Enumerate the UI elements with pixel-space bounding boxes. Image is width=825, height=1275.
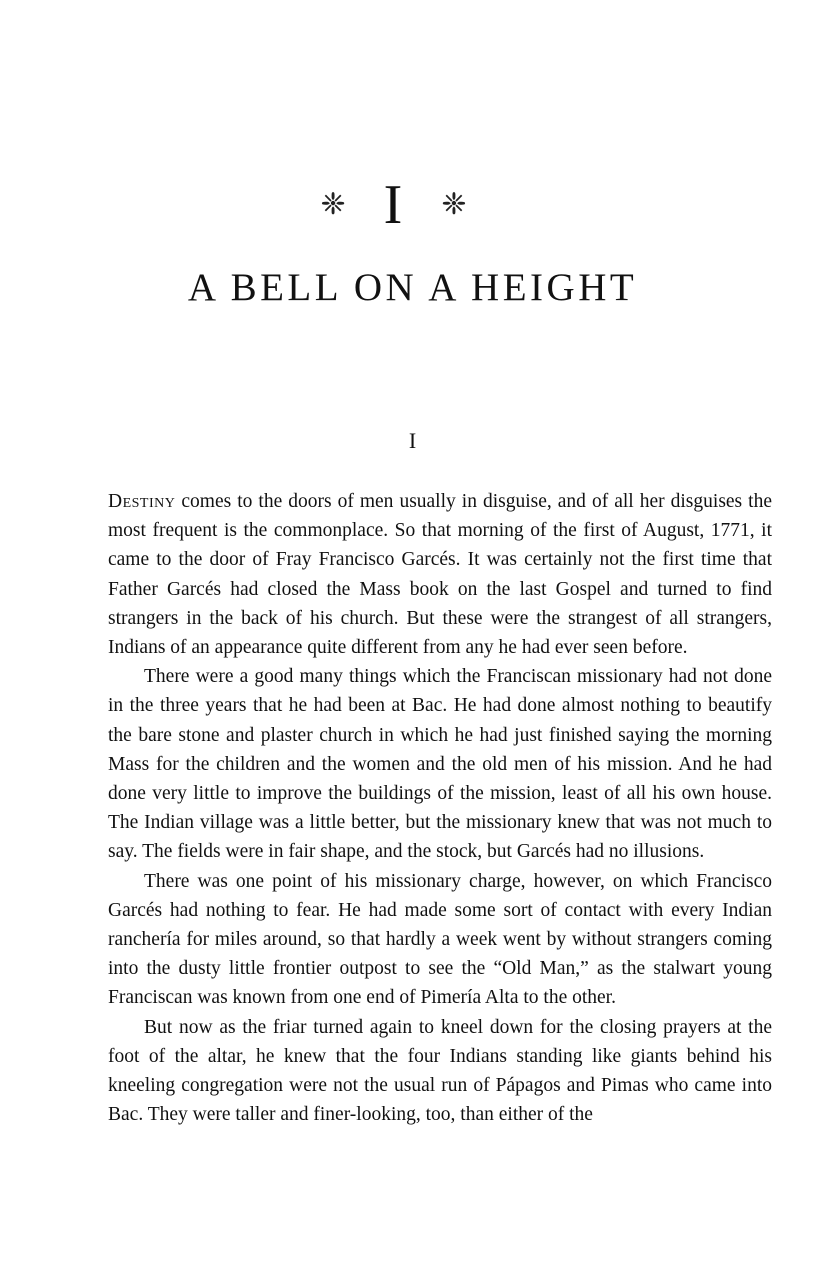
paragraph-1 <box>108 487 772 662</box>
paragraph-2: There were a good many things which the Franciscan missionary had not done in the three years that he had been at Bac. He had done almost nothing to beautify the bare stone and plaster church in which he had just finished saying the morning Mass for the children and the women and the old men of his mission. And he had done very little to improve the buildings of the mission, least of all his own house. The Indian village was a little better, but the missionary knew that was not much to say. The fields were in fair shape, and the stock, but Garcés had no illusions. <box>108 666 772 863</box>
section-number: I <box>408 428 417 453</box>
fleuron-left-icon: ❈ <box>320 188 346 221</box>
body-text <box>108 487 772 1129</box>
chapter-title: A BELL ON A HEIGHT <box>187 266 638 309</box>
opening-word: Destiny <box>108 491 176 512</box>
chapter-heading <box>0 170 825 240</box>
paragraph-3: There was one point of his missionary charge, however, on which Francisco Garcés had nothing to fear. He had made some sort of contact with every Indian ranchería for miles around, so that hardly a week went by without strangers coming into the dusty little frontier outpost to see the “Old Man,” as the stalwart young Franciscan was known from one end of Pimería Alta to the other. <box>108 870 772 1009</box>
fleuron-right-icon: ❈ <box>441 188 467 221</box>
chapter-number: I <box>383 174 404 236</box>
paragraph-1-text: comes to the doors of men usually in disguise, and of all her disguises the most frequent is the commonplace. So that morning of the first of August, 1771, it came to the door of Fray Francisco Garcés. It was certainly not the first time that Father Garcés had closed the Mass book on the last Gospel and turned to find strangers in the back of his church. But these were the strangest of all strangers, Indians of an appearance quite different from any he had ever seen before. <box>108 491 772 659</box>
paragraph-4: But now as the friar turned again to kneel down for the closing prayers at the foot of the altar, he knew that the four Indians standing like giants behind his kneeling congregation were not the usual run of Pápagos and Pimas who came into Bac. They were taller and finer-looking, too, than either of the <box>108 1016 772 1126</box>
